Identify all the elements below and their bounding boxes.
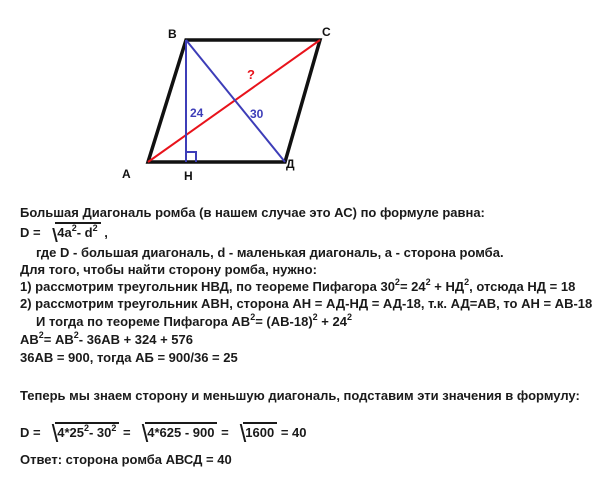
diagonal-ac: [148, 40, 320, 162]
formula-result: $D = 4*25^2-$ $30^2 = 4*625 - 900 = 1600 = 40$: [20, 422, 307, 440]
text-line-8: $АВ^2= АВ^2-$ 36АВ + 324 + 576: [20, 329, 193, 347]
text-line-10: Теперь мы знаем сторону и меньшую диагональ, подставим эти значения в формулу:: [20, 388, 580, 403]
side-value-label: 30: [250, 107, 264, 121]
vertex-label-d: Д: [286, 157, 295, 171]
text-line-9: 36АВ = 900, тогда АБ = 900/36 = 25: [20, 350, 238, 365]
text-line-4: Для того, чтобы найти сторону ромба, нужно:: [20, 262, 317, 277]
text-line-5: 1) рассмотрим треугольник НВД, по теореме Пифагора $30^2= 24^2 + НД^2$, отсюда НД = 18: [20, 276, 576, 294]
text-line-3: где D - большая диагональ, d - маленькая диагональ, a - сторона ромба.: [36, 245, 504, 260]
sqrt-sign: [46, 222, 100, 241]
text-line-6: 2) рассмотрим треугольник АВН, сторона АН = АД-НД = АД-18, т.к. АД=АВ, то АН = АВ-18: [20, 296, 593, 311]
vertex-label-c: C: [322, 25, 331, 39]
unknown-diagonal-label: ?: [247, 67, 255, 82]
text-line-7: И тогда по теореме Пифагора $АВ^2= (АВ-18)^2 + 24^2$: [36, 311, 352, 329]
sqrt-sign-2: 4*625 - 900: [136, 422, 217, 441]
rhombus-figure: [0, 0, 600, 200]
vertex-label-b: B: [168, 27, 177, 41]
vertex-label-h: H: [184, 169, 193, 183]
sqrt-sign-1: $4*25^2-$ $30^2$: [46, 422, 119, 441]
sqrt-content: $4a^2-$ $d^2$: [55, 222, 100, 241]
diagonal-bd: [186, 40, 285, 162]
vertex-label-a: A: [122, 167, 131, 181]
answer-line: Ответ: сторона ромба АВСД = 40: [20, 452, 232, 467]
sqrt-sign-3: 1600: [234, 422, 277, 441]
formula-prefix: D =: [20, 225, 45, 240]
height-value-label: 24: [190, 106, 204, 120]
formula-diagonal: [20, 222, 108, 241]
text-line-1: Большая Диагональ ромба (в нашем случае это АС) по формуле равна:: [20, 205, 485, 220]
formula-suffix: ,: [100, 225, 108, 240]
